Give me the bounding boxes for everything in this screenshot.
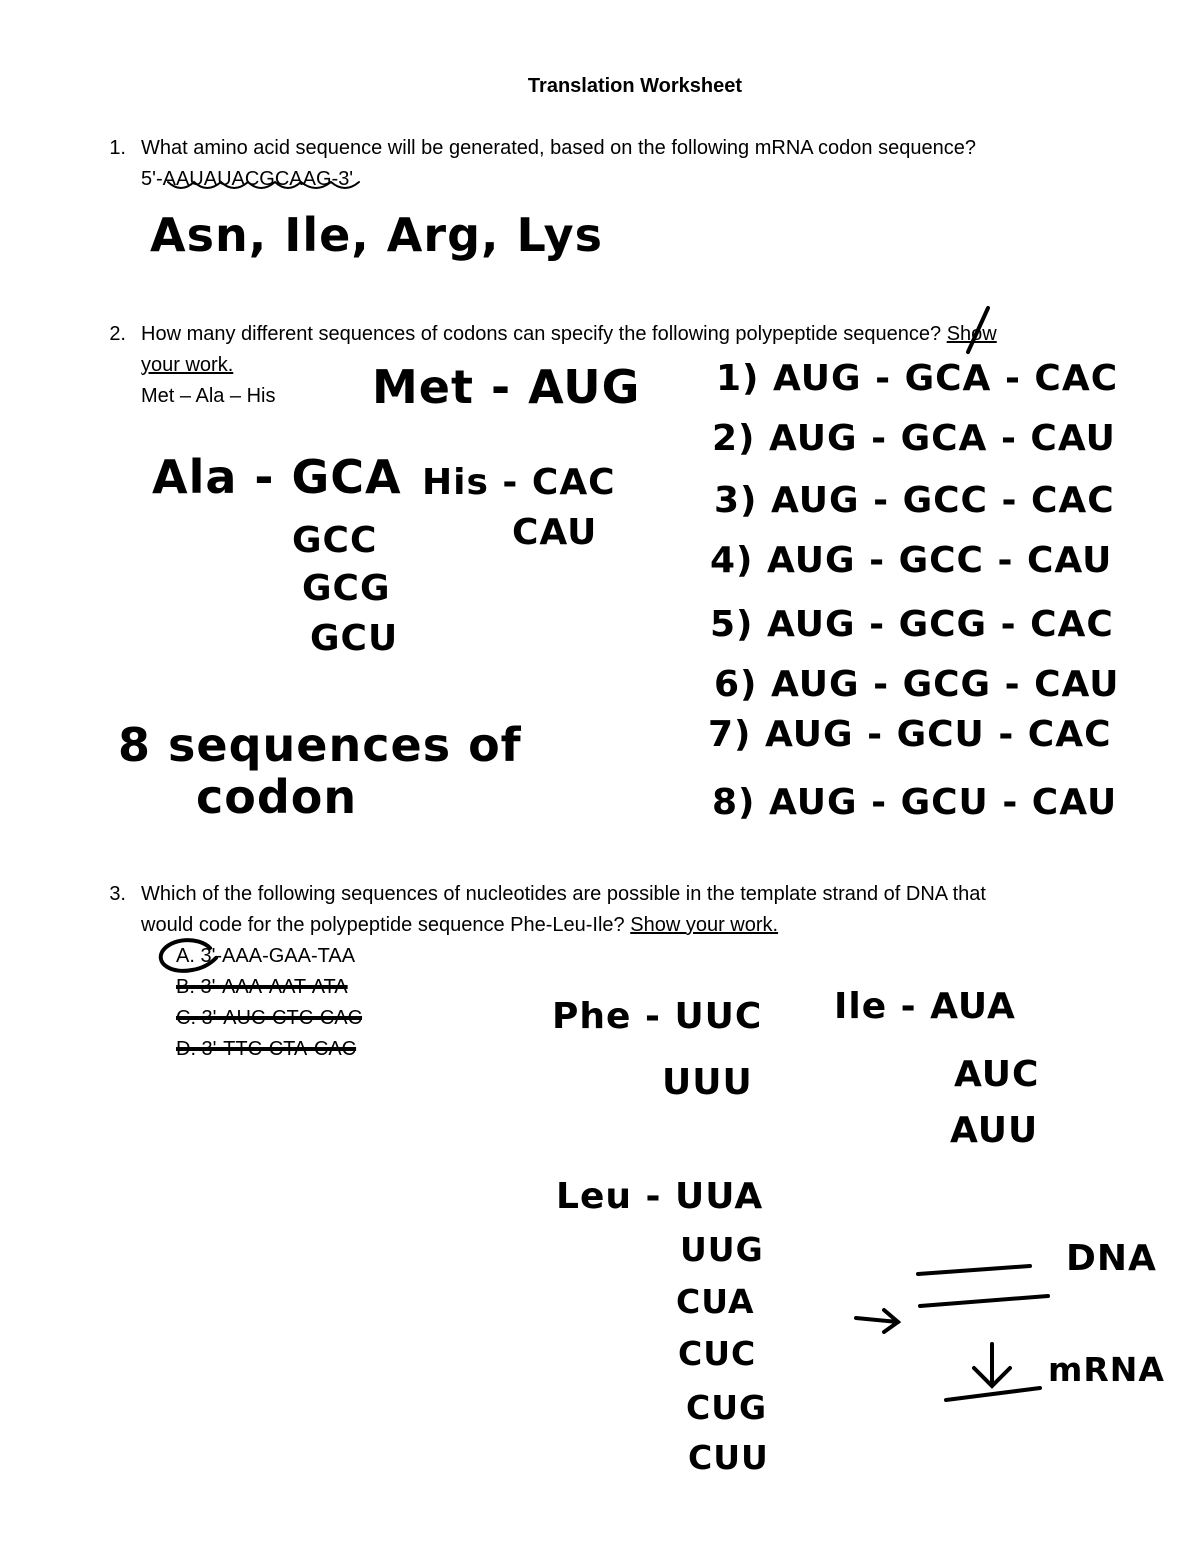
option-b: B. 3'-AAA-AAT-ATA <box>176 976 348 998</box>
handwritten-leu: Leu - UUA <box>556 1176 764 1217</box>
arrow-right-icon <box>856 1310 898 1332</box>
handwritten-his-codon: CAU <box>512 512 598 553</box>
handwritten-ile: Ile - AUA <box>834 986 1016 1027</box>
codon-sequence-item: 4) AUG - GCC - CAU <box>710 540 1113 581</box>
option-a: A. 3'-AAA-GAA-TAA <box>176 945 356 967</box>
handwritten-ala: Ala - GCA <box>152 450 402 504</box>
question-text-main: would code for the polypeptide sequence Phe-Leu-Ile? <box>141 914 631 936</box>
check-mark <box>968 308 988 352</box>
question-number: 3. <box>109 883 126 905</box>
polypeptide-sequence: Met – Ala – His <box>141 385 276 407</box>
mrna-sequence: 5'-AAUAUACGCAAG-3' <box>141 168 354 190</box>
handwritten-his: His - CAC <box>422 462 616 503</box>
handwritten-count: 8 sequences of <box>118 718 522 772</box>
handwritten-dna: DNA <box>1066 1238 1157 1279</box>
handwritten-leu-codon: CUG <box>686 1388 768 1427</box>
handwritten-ala-codon: GCG <box>302 568 391 609</box>
dna-strand-line <box>918 1266 1030 1274</box>
question-number: 1. <box>109 137 126 159</box>
handwritten-leu-codon: CUU <box>688 1438 769 1477</box>
show-work-label: Show <box>946 323 997 345</box>
handwritten-ala-codon: GCU <box>310 618 399 659</box>
handwritten-count-cont: codon <box>196 770 358 824</box>
dna-strand-line <box>920 1296 1048 1306</box>
codon-sequence-item: 2) AUG - GCA - CAU <box>712 418 1116 459</box>
question-text: What amino acid sequence will be generated, based on the following mRNA codon sequence? <box>141 137 976 159</box>
handwritten-leu-codon: UUG <box>680 1230 764 1269</box>
codon-sequence-item: 8) AUG - GCU - CAU <box>712 782 1118 823</box>
show-work-label-cont: your work. <box>141 354 234 376</box>
handwritten-ala-codon: GCC <box>292 520 378 561</box>
codon-grouping-arcs <box>168 182 359 188</box>
codon-sequence-item: 5) AUG - GCG - CAC <box>710 604 1114 645</box>
handwritten-leu-codon: CUA <box>676 1282 755 1321</box>
handwritten-ile-codon: AUC <box>954 1054 1040 1095</box>
handwritten-mrna: mRNA <box>1048 1350 1165 1389</box>
codon-sequence-item: 6) AUG - GCG - CAU <box>714 664 1120 705</box>
handwritten-met: Met - AUG <box>372 360 641 414</box>
arrow-down-icon <box>974 1344 1010 1386</box>
mrna-strand-line <box>946 1388 1040 1400</box>
page-title: Translation Worksheet <box>527 75 743 97</box>
codon-sequence-item: 3) AUG - GCC - CAC <box>714 480 1115 521</box>
codon-sequence-item: 1) AUG - GCA - CAC <box>716 358 1119 399</box>
show-work-label: Show your work. <box>630 914 779 936</box>
question-text-main: How many different sequences of codons can specify the following polypeptide sequence? <box>141 323 947 345</box>
handwritten-leu-codon: CUC <box>678 1334 757 1373</box>
handwritten-phe: Phe - UUC <box>552 996 763 1037</box>
handwritten-answer: Asn, Ile, Arg, Lys <box>150 208 604 262</box>
question-number: 2. <box>109 323 126 345</box>
option-d: D. 3'-TTC-CTA-CAC <box>176 1038 357 1060</box>
handwritten-ile-codon: AUU <box>950 1110 1039 1151</box>
question-text: Which of the following sequences of nucleotides are possible in the template strand of DNA that <box>141 883 986 905</box>
codon-sequence-item: 7) AUG - GCU - CAC <box>708 714 1112 755</box>
option-c: C. 3'-AUC-CTC-CAC <box>176 1007 363 1029</box>
handwritten-phe-codon: UUU <box>662 1062 753 1103</box>
option-a-circle <box>161 940 216 971</box>
